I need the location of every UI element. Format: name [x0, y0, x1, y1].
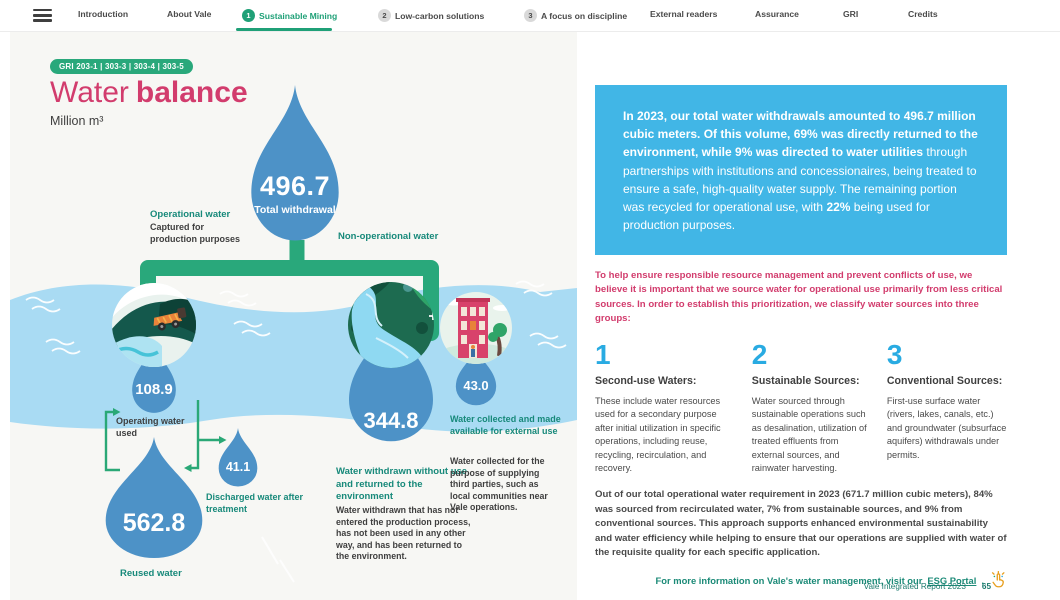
unit-label: Million m³ — [50, 114, 104, 128]
page-footer — [864, 582, 991, 591]
highlight-box — [595, 85, 1007, 255]
gri-tag: GRI 203-1 | 303-3 | 303-4 | 303-5 — [50, 59, 193, 74]
click-hand-icon — [989, 571, 1007, 589]
label-discharged: Discharged water after treatment — [206, 492, 304, 514]
title-bold: balance — [135, 76, 248, 109]
group-title: Sustainable Sources: — [751, 374, 860, 387]
nav-label: About Vale — [167, 9, 212, 19]
group-second-use — [595, 338, 737, 476]
highlight-text: being used for production purposes. — [623, 200, 930, 233]
summary-paragraph: Out of our total operational water requirement in 2023 (671.7 million cubic meters), 84% was sourced from recirculated water, 7% from sustainable sources, and 9% from conventional sources. This approach supports enhanced environmental sustainability and water efficiency while helping to ensure that our operations are supplied with water of the requisite quality for each specific application. — [595, 489, 1007, 559]
nav-gri[interactable] — [843, 9, 858, 19]
label-operational-water: Operational water — [150, 209, 231, 220]
group-number: 2 — [751, 338, 768, 370]
nav-external-readers[interactable] — [650, 9, 717, 19]
esg-portal-link[interactable]: ESG Portal — [927, 574, 977, 586]
nav-label: A focus on discipline — [541, 10, 628, 21]
rain-lines — [262, 537, 294, 582]
total-number: 496.7 — [259, 171, 331, 201]
nav-label: Low-carbon solutions — [395, 10, 485, 21]
title-light: Water — [50, 76, 129, 109]
building-illustration — [440, 292, 512, 364]
nav-label: Introduction — [78, 9, 129, 19]
reused-value: 562.8 — [122, 509, 186, 537]
label-reused: Reused water — [120, 568, 182, 579]
group-title: Second-use Waters: — [595, 374, 697, 387]
group-body: Water sourced through sustainable operations such as desalination, utilization of treated effluents from external sources, and rainwater harvesting. — [751, 395, 867, 474]
menu-icon[interactable] — [33, 9, 52, 22]
nav-assurance[interactable] — [755, 9, 799, 19]
nav-low-carbon[interactable] — [378, 9, 484, 22]
nav-label: Credits — [908, 9, 938, 19]
external-value: 43.0 — [463, 378, 489, 393]
nav-number-badge: 1 — [242, 9, 255, 22]
report-name: Vale Integrated Report 2023 — [863, 582, 966, 591]
label-operating-water-used: Operating water used — [116, 416, 185, 438]
group-number: 1 — [595, 338, 611, 370]
nav-focus-discipline[interactable] — [524, 9, 627, 22]
intro-paragraph: To help ensure responsible resource management and prevent conflicts of use, we believe it is important that we source water for operational use primarily from less critical sources. In order to establish this prioritization, we classify water sources into three groups: — [595, 269, 1003, 325]
nav-sustainable-mining[interactable] — [242, 9, 337, 22]
nav-label: GRI — [843, 9, 859, 19]
highlight-bold: 22% — [826, 200, 851, 215]
nav-number-badge: 2 — [378, 9, 391, 22]
text-panel — [595, 32, 1007, 600]
drop-discharged — [219, 428, 258, 486]
group-conventional — [886, 338, 1007, 476]
discharged-value: 41.1 — [225, 460, 251, 474]
label-withdrawn-title: Water withdrawn without use and returned to the environment — [336, 466, 468, 503]
link-pre-text: For more information on Vale's water management, visit our — [655, 574, 923, 586]
source-groups — [595, 338, 1007, 476]
nav-credits[interactable] — [908, 9, 938, 19]
water-balance-infographic — [10, 32, 577, 600]
nav-label: Sustainable Mining — [259, 10, 338, 21]
group-sustainable — [751, 338, 872, 476]
group-number: 3 — [886, 338, 903, 370]
operational-value: 108.9 — [135, 381, 173, 398]
label-captured: Captured for production purposes — [150, 222, 240, 244]
group-title: Conventional Sources: — [886, 374, 1003, 387]
active-tab-underline — [236, 28, 332, 31]
highlight-text: through partnerships with institutions and concessionaires, being treated to ensure a safe, high-quality water supply. The remaining portion was recycled for operational use, with — [623, 145, 977, 215]
nav-label: External readers — [650, 9, 718, 19]
group-body: First-use surface water (rivers, lakes, canals, etc.) and groundwater (subsurface aquifers) withdrawals under permits. — [886, 395, 1007, 460]
page-number: 65 — [981, 582, 991, 591]
page-title — [50, 76, 248, 110]
label-collected-title: Water collected and made available for external use — [450, 414, 561, 436]
returned-value: 344.8 — [363, 408, 419, 433]
link-post-text: . — [981, 574, 984, 586]
label-withdrawn-body: Water withdrawn that has not entered the production process, has not been used in any other way, and has been returned to the environment. — [336, 505, 471, 562]
nav-introduction[interactable] — [78, 9, 128, 19]
highlight-bold: In 2023, our total water withdrawals amounted to 496.7 million cubic meters. Of this volume, 69% was directly returned to the environment, while 9% was directed to water utilities — [623, 109, 978, 160]
nav-label: Assurance — [755, 9, 799, 19]
drop-reused — [106, 437, 203, 558]
group-body: These include water resources used for a secondary purpose after initial utilization in specific operations, including reuse, recycling, recirculation, and recovery. — [595, 395, 721, 474]
top-nav — [0, 0, 1060, 32]
label-non-operational: Non-operational water — [338, 231, 439, 242]
label-collected-body: Water collected for the purpose of supplying third parties, such as local communities near Vale operations. — [450, 456, 548, 513]
nav-about-vale[interactable] — [167, 9, 211, 19]
total-label: Total withdrawal — [254, 203, 336, 216]
nav-number-badge: 3 — [524, 9, 537, 22]
